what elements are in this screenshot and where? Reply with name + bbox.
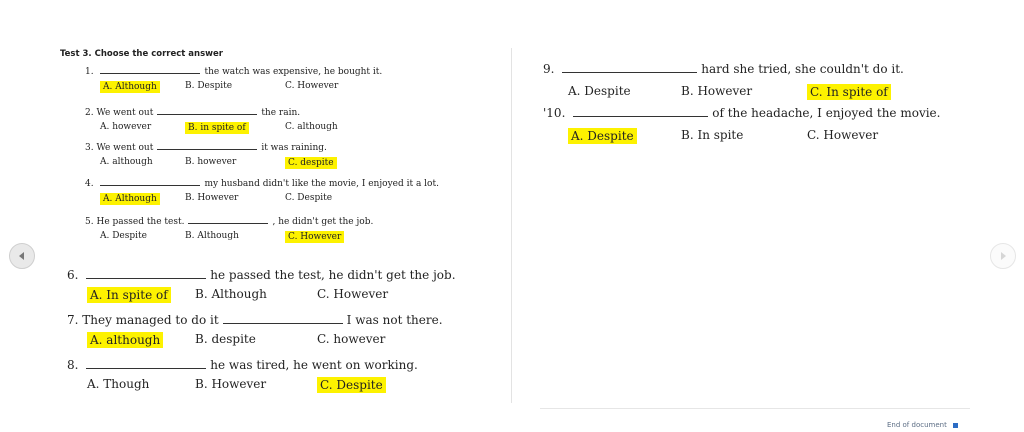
answer-option[interactable]: B. However xyxy=(185,193,239,203)
end-square-icon xyxy=(953,423,958,428)
answer-blank[interactable] xyxy=(100,73,200,74)
answer-option[interactable]: B. However xyxy=(681,84,753,98)
question-text-before: He passed the test. xyxy=(96,217,185,227)
selected-answer-option[interactable]: C. Despite xyxy=(317,377,386,393)
question-number: 4. xyxy=(85,179,94,189)
answer-option[interactable]: B. despite xyxy=(195,332,256,346)
question-stem xyxy=(85,179,439,189)
answer-option[interactable]: C. however xyxy=(317,332,386,346)
answer-option[interactable]: C. However xyxy=(285,81,339,91)
question-text-after: it was raining. xyxy=(261,143,327,153)
selected-answer-option[interactable]: A. although xyxy=(87,332,163,348)
prev-page-button[interactable] xyxy=(9,243,35,269)
question-number: 7. xyxy=(67,313,79,327)
selected-answer-option[interactable]: A. In spite of xyxy=(87,287,171,303)
question-stem xyxy=(543,62,904,76)
question-number: '10. xyxy=(543,106,566,120)
question-stem xyxy=(67,313,443,327)
question-stem xyxy=(67,358,418,372)
selected-answer-option[interactable]: C. However xyxy=(285,231,344,243)
answer-blank[interactable] xyxy=(188,223,268,224)
question-number: 6. xyxy=(67,268,79,282)
answer-option[interactable]: B. Despite xyxy=(185,81,233,91)
question-number: 1. xyxy=(85,67,94,77)
answer-blank[interactable] xyxy=(86,278,206,279)
question-stem xyxy=(85,143,327,153)
question-text-after: , he didn't get the job. xyxy=(272,217,374,227)
chevron-right-icon xyxy=(998,251,1008,261)
question-stem xyxy=(85,67,382,77)
end-of-document-label: End of document xyxy=(887,421,947,429)
question-number: 2. xyxy=(85,108,94,118)
column-divider xyxy=(511,48,512,403)
question-text-after: my husband didn't like the movie, I enjoyed it a lot. xyxy=(204,179,439,189)
answer-blank[interactable] xyxy=(100,185,200,186)
question-text-after: I was not there. xyxy=(346,313,443,327)
question-text-after: he passed the test, he didn't get the job. xyxy=(210,268,456,282)
next-page-button[interactable] xyxy=(990,243,1016,269)
answer-option[interactable]: B. Although xyxy=(185,231,239,241)
answer-blank[interactable] xyxy=(573,116,708,117)
answer-blank[interactable] xyxy=(157,149,257,150)
end-of-document xyxy=(887,421,958,429)
answer-option[interactable]: A. Despite xyxy=(100,231,147,241)
answer-blank[interactable] xyxy=(223,323,343,324)
bottom-rule xyxy=(540,408,970,409)
question-number: 5. xyxy=(85,217,94,227)
question-text-before: We went out xyxy=(96,108,154,118)
answer-option[interactable]: A. however xyxy=(100,122,152,132)
answer-option[interactable]: B. Although xyxy=(195,287,267,301)
chevron-left-icon xyxy=(17,251,27,261)
question-number: 9. xyxy=(543,62,555,76)
answer-option[interactable]: B. however xyxy=(185,157,237,167)
answer-option[interactable]: C. However xyxy=(317,287,389,301)
answer-option[interactable]: A. although xyxy=(100,157,153,167)
answer-blank[interactable] xyxy=(86,368,206,369)
selected-answer-option[interactable]: A. Although xyxy=(100,81,160,93)
answer-option[interactable]: C. Despite xyxy=(285,193,333,203)
answer-option[interactable]: C. although xyxy=(285,122,338,132)
question-number: 8. xyxy=(67,358,79,372)
answer-option[interactable]: A. Though xyxy=(87,377,150,391)
selected-answer-option[interactable]: C. despite xyxy=(285,157,337,169)
question-text-after: the rain. xyxy=(261,108,301,118)
answer-option[interactable]: B. However xyxy=(195,377,267,391)
selected-answer-option[interactable]: C. In spite of xyxy=(807,84,891,100)
page-title: Test 3. Choose the correct answer xyxy=(60,49,223,59)
question-stem xyxy=(85,217,373,227)
answer-option[interactable]: C. However xyxy=(807,128,879,142)
question-stem xyxy=(67,268,456,282)
document-page xyxy=(55,40,970,432)
selected-answer-option[interactable]: A. Despite xyxy=(568,128,637,144)
question-text-before: They managed to do it xyxy=(82,313,219,327)
question-text-after: hard she tried, she couldn't do it. xyxy=(701,62,904,76)
question-text-after: the watch was expensive, he bought it. xyxy=(204,67,383,77)
question-stem xyxy=(85,108,300,118)
question-number: 3. xyxy=(85,143,94,153)
question-text-after: he was tired, he went on working. xyxy=(210,358,418,372)
answer-option[interactable]: A. Despite xyxy=(568,84,631,98)
question-text-after: of the headache, I enjoyed the movie. xyxy=(712,106,941,120)
question-text-before: We went out xyxy=(96,143,154,153)
selected-answer-option[interactable]: A. Although xyxy=(100,193,160,205)
answer-option[interactable]: B. In spite xyxy=(681,128,744,142)
answer-blank[interactable] xyxy=(562,72,697,73)
selected-answer-option[interactable]: B. in spite of xyxy=(185,122,249,134)
question-stem xyxy=(543,106,940,120)
answer-blank[interactable] xyxy=(157,114,257,115)
